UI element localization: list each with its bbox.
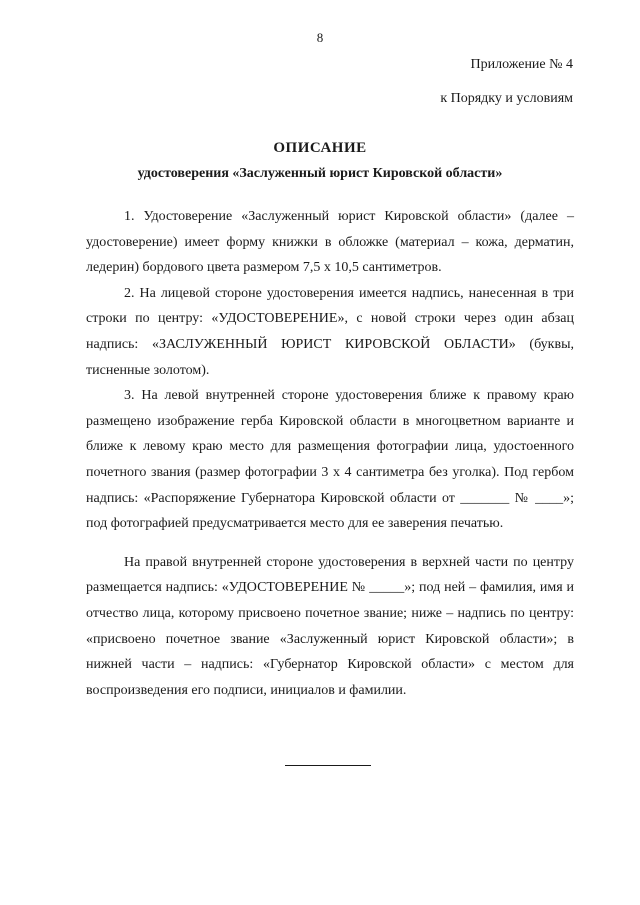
appendix-number: Приложение № 4: [470, 57, 573, 72]
appendix-reference: к Порядку и условиям: [440, 91, 573, 106]
document-title: ОПИСАНИЕ: [273, 140, 367, 156]
document-body: [86, 204, 574, 703]
paragraph-1: 1. Удостоверение «Заслуженный юрист Кировской области» (далее – удостоверение) имеет форму книжки в обложке (материал – кожа, дерматин, ледерин) бордового цвета размером 7,5 х 10,5 сантиметров.: [86, 209, 574, 276]
page-number: 8: [316, 30, 324, 45]
document-subtitle: удостоверения «Заслуженный юрист Кировской области»: [137, 166, 503, 181]
paragraph-2: 2. На лицевой стороне удостоверения имеется надпись, нанесенная в три строки по центру: «УДОСТОВЕРЕНИЕ», с новой строки через один абзац надпись: «ЗАСЛУЖЕННЫЙ ЮРИСТ КИРОВСКОЙ ОБЛАСТИ» (буквы, тисненные золотом).: [86, 285, 574, 378]
closing-rule: [285, 765, 371, 766]
paragraph-4: На правой внутренней стороне удостоверения в верхней части по центру размещается надпись: «УДОСТОВЕРЕНИЕ № _____»; под ней – фамилия, имя и отчество лица, которому присвоено почетное звание; ниже – надпись по центру: «присвоено почетное звание «Заслуженный юрист Кировской области»; в нижней части – надпись: «Губернатор Кировской области» с местом для воспроизведения его подписи, инициалов и фамилии.: [86, 554, 574, 698]
paragraph-3: 3. На левой внутренней стороне удостоверения ближе к правому краю размещено изображение герба Кировской области в многоцветном варианте и ближе к левому краю место для размещения фотографии лица, удостоенного почетного звания (размер фотографии 3 х 4 сантиметра без уголка). Под гербом надпись: «Распоряжение Губернатора Кировской области от _______ № ____»; под фотографией предусматривается место для ее заверения печатью.: [86, 388, 574, 532]
